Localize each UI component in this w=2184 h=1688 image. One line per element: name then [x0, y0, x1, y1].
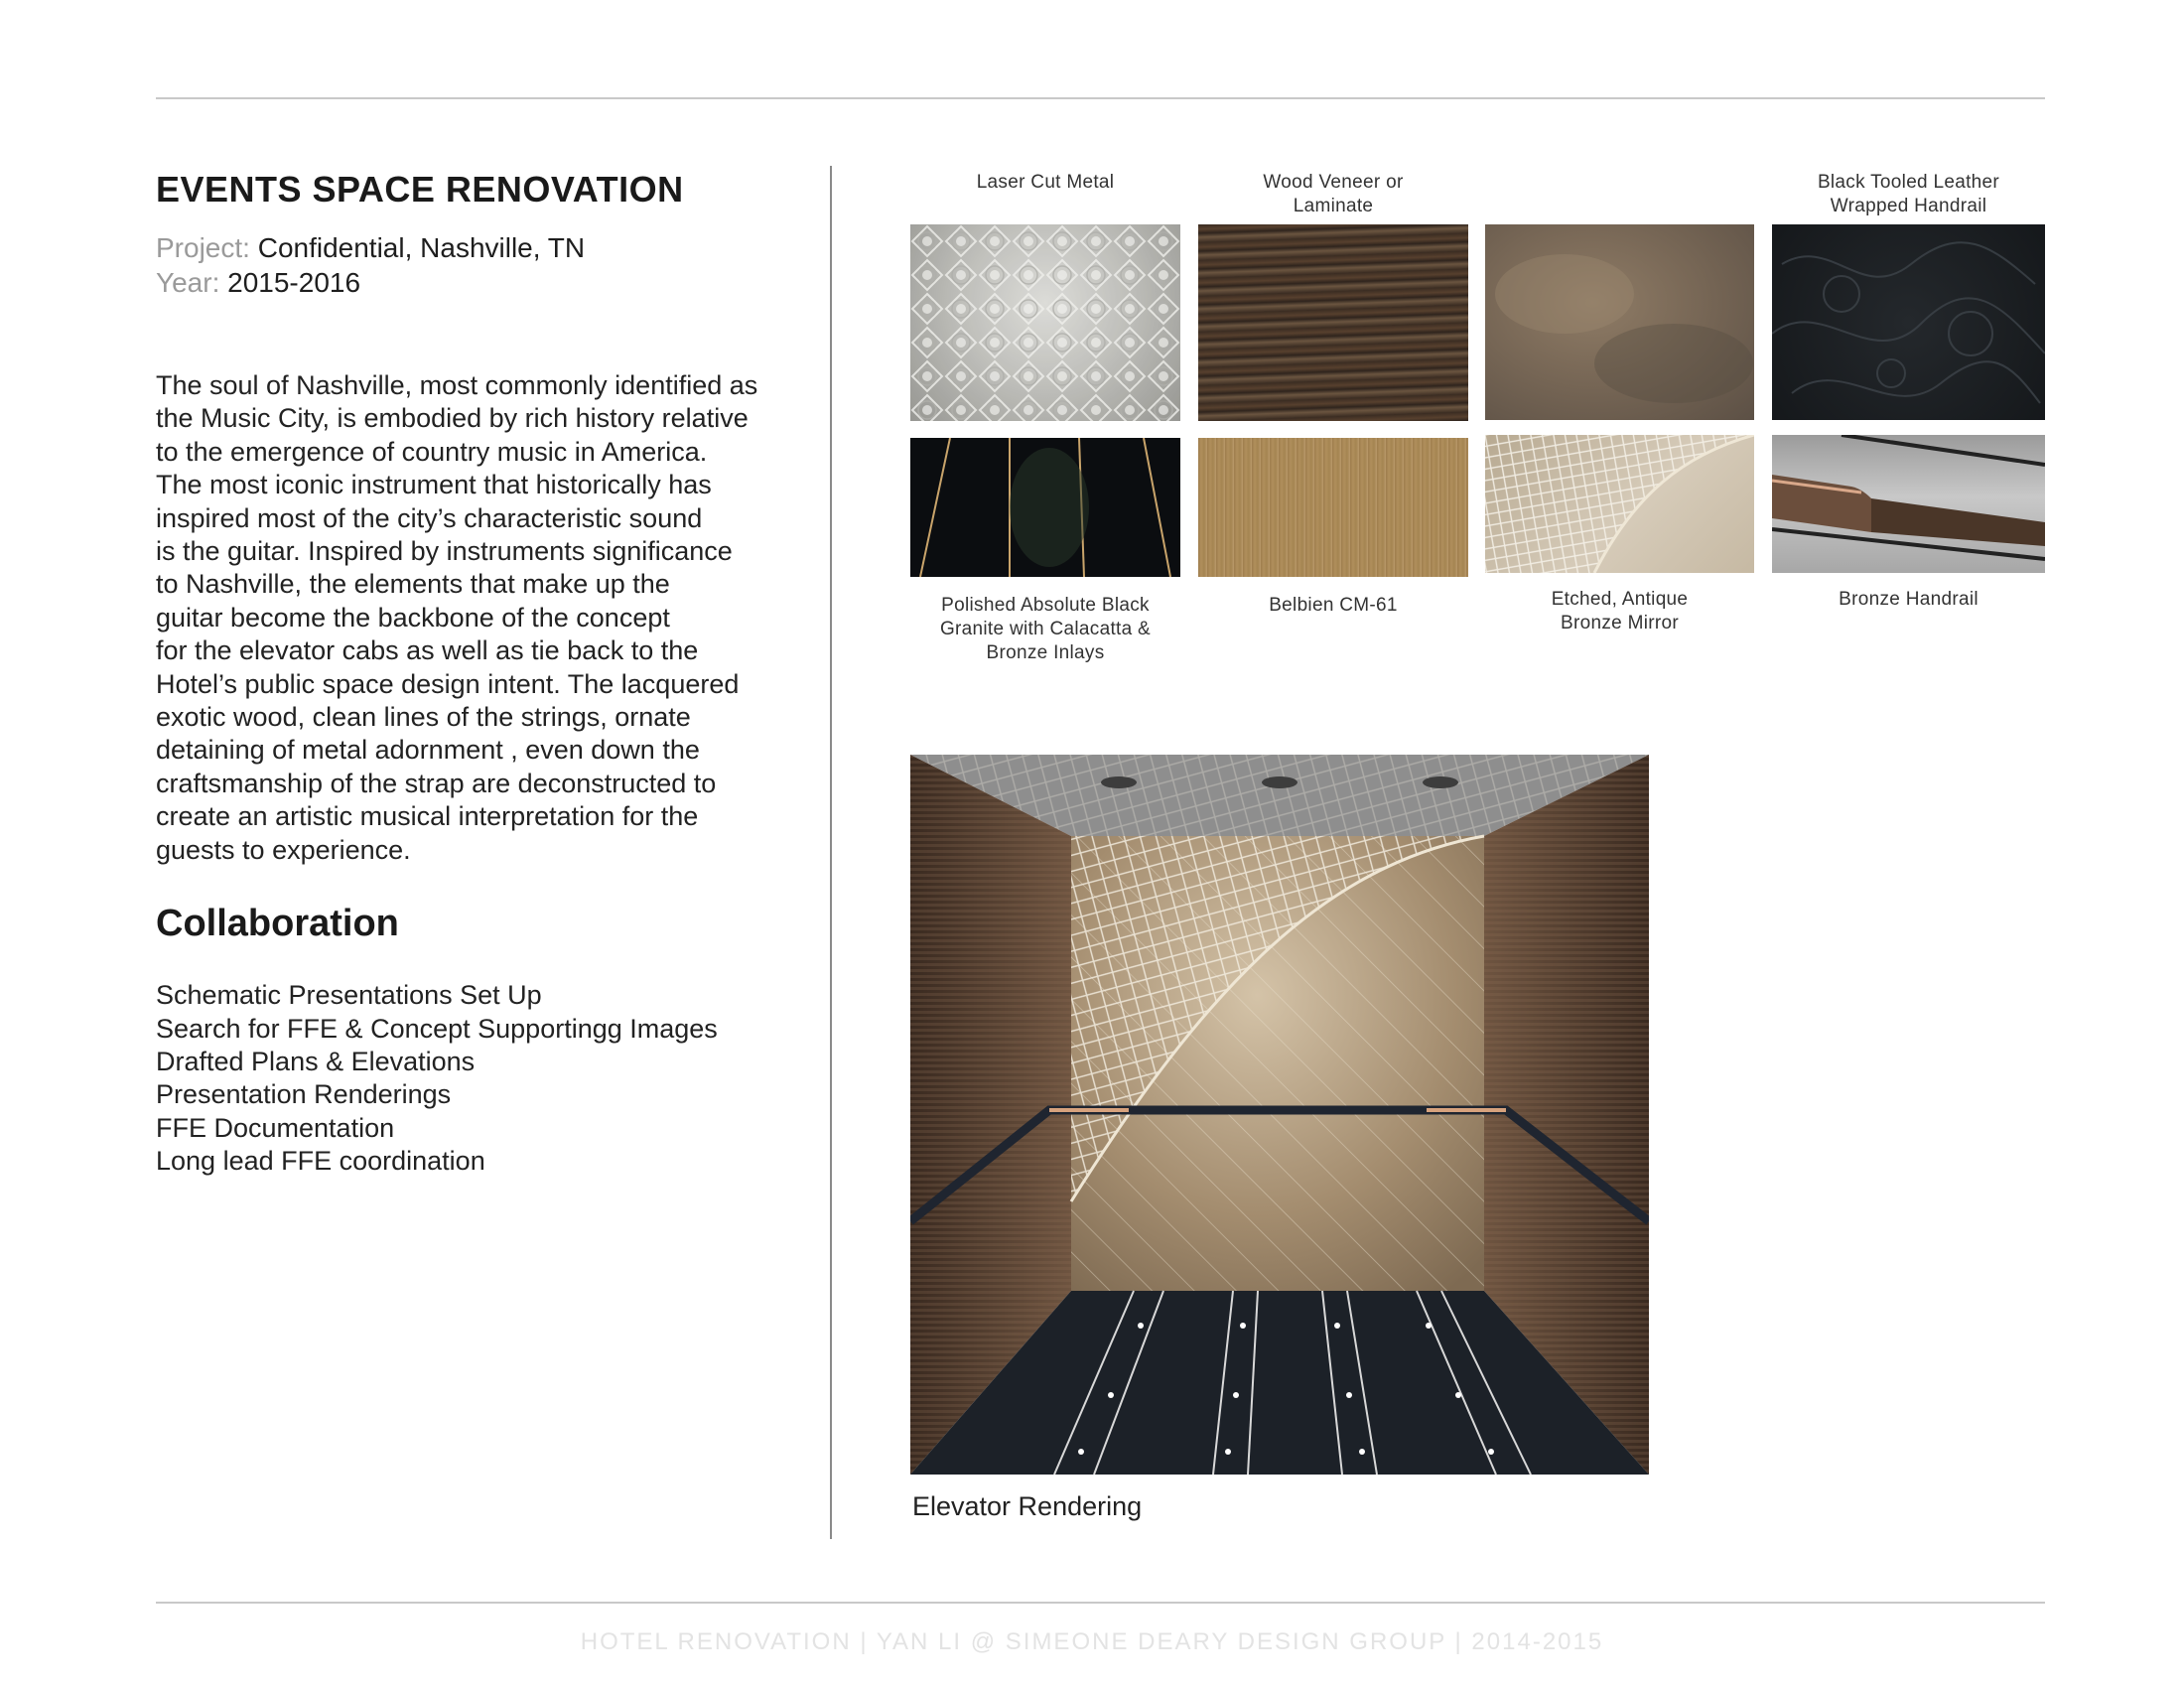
collaboration-list	[156, 979, 791, 1178]
footer-text: HOTEL RENOVATION | YAN LI @ SIMEONE DEARY DESIGN GROUP | 2014-2015	[580, 1628, 1604, 1655]
etched-mirror-swatch	[1485, 435, 1754, 573]
label-granite: Polished Absolute Black Granite with Calacatta & Bronze Inlays	[939, 595, 1152, 663]
bottom-rule	[156, 1602, 2045, 1604]
collaboration-item: Search for FFE & Concept Supportingg Images	[156, 1013, 718, 1044]
year-value: 2015-2016	[227, 267, 361, 298]
project-key: Project:	[156, 232, 250, 263]
project-value: Confidential, Nashville, TN	[257, 232, 586, 263]
stone-swatch	[1485, 224, 1754, 420]
black-leather-swatch	[1772, 224, 2045, 420]
wood-veneer-swatch	[1198, 224, 1468, 421]
collaboration-item: Long lead FFE coordination	[156, 1146, 485, 1177]
bronze-handrail-swatch	[1772, 435, 2045, 573]
label-belbien: Belbien CM-61	[1269, 595, 1398, 616]
collaboration-item: Presentation Renderings	[156, 1079, 452, 1110]
label-leather-handrail: Black Tooled Leather Wrapped Handrail	[1817, 172, 2000, 216]
elevator-rendering	[910, 755, 1649, 1475]
label-laser-cut-metal: Laser Cut Metal	[976, 172, 1115, 193]
collaboration-item: Drafted Plans & Elevations	[156, 1046, 476, 1076]
rendering-caption: Elevator Rendering	[912, 1491, 1143, 1521]
collaboration-item: FFE Documentation	[156, 1112, 395, 1143]
page-title: EVENTS SPACE RENOVATION	[156, 169, 684, 210]
year-key: Year:	[156, 267, 220, 298]
belbien-swatch	[1198, 438, 1468, 577]
laser-cut-metal-swatch	[910, 224, 1180, 421]
black-granite-swatch	[910, 438, 1180, 577]
project-description: The soul of Nashville, most commonly identified as the Music City, is embodied by rich history relative to the emergence of country music in America. The most iconic instrument that historically has inspired most of the city’s characteristic sound is the guitar. Inspired by instruments significance to Nashville, the elements that make up the guitar become the backbone of the concept for the elevator cabs as well as tie back to the Hotel’s public space design intent. The lacquered exotic wood, clean lines of the strings, ornate detaining of metal adornment , even down the craftsmanship of the strap are deconstructed to create an artistic musical interpretation for the guests to experience.	[156, 370, 758, 865]
collaboration-item: Schematic Presentations Set Up	[156, 980, 542, 1011]
collaboration-heading: Collaboration	[156, 903, 399, 945]
label-wood-veneer: Wood Veneer or Laminate	[1263, 172, 1404, 216]
label-bronze-handrail: Bronze Handrail	[1839, 589, 1979, 610]
project-line	[156, 230, 791, 265]
project-info-column	[156, 169, 791, 1205]
label-etched-mirror: Etched, Antique Bronze Mirror	[1551, 589, 1689, 633]
column-divider	[830, 166, 832, 1539]
top-rule	[156, 97, 2045, 99]
project-meta	[156, 230, 791, 300]
year-line	[156, 265, 791, 300]
